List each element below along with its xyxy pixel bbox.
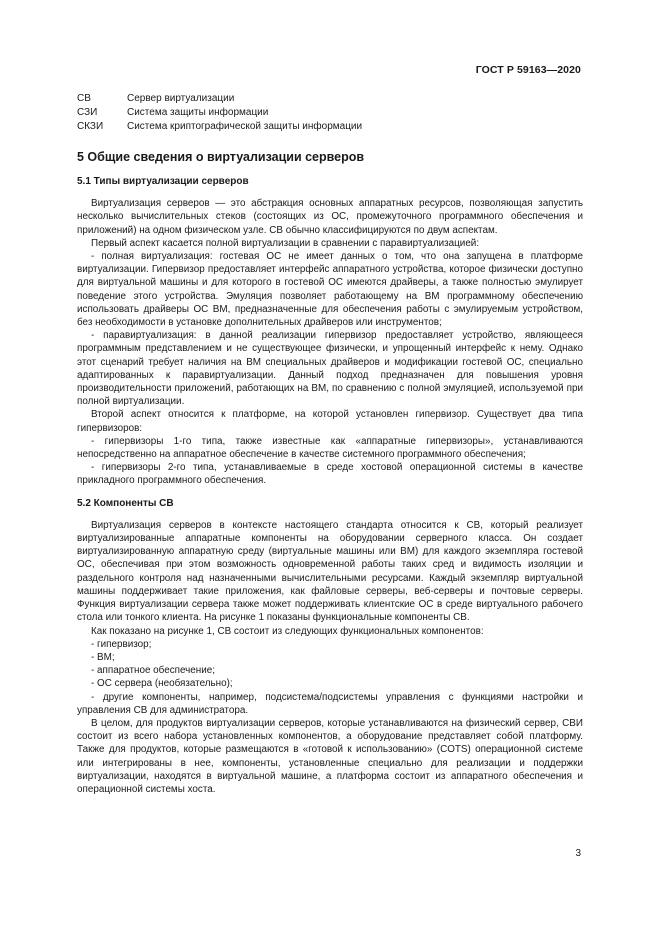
abbreviation-list: [77, 92, 362, 135]
list-item: - ВМ;: [91, 651, 115, 663]
document-standard-code: ГОСТ Р 59163—2020: [475, 64, 581, 76]
list-item: - паравиртуализация: в данной реализации гипервизор предоставляет устройство, являющееся программным представлением и не существующее физически, и упрощенный интерфейс к нему. Однако этот сценарий требует наличия на ВМ специальных драйверов и модификации гостевой ОС, специально адаптированных к паравиртуализации. Данный подход предназначен для повышения уровня производительности приложений, работающих на ВМ, по сравнению с полной эмуляцией, используемой при полной виртуализации.: [77, 330, 583, 408]
section-heading: 5 Общие сведения о виртуализации серверов: [77, 150, 365, 164]
subsection-heading: 5.2 Компоненты СВ: [77, 497, 174, 509]
abbreviation-term: СЗИ: [77, 107, 98, 119]
main-content: [77, 150, 583, 796]
list-item: - гипервизор;: [91, 638, 152, 650]
list-item: - ОС сервера (необязательно);: [91, 678, 233, 690]
abbreviation-term: СВ: [77, 93, 91, 104]
abbreviation-definition: Система защиты информации: [127, 107, 269, 119]
list-item: - полная виртуализация: гостевая ОС не имеет данных о том, что она запущена в платформе виртуализации. Гипервизор предоставляет интерфейс аппаратного устройства, которое физически доступно для виртуальной машины и для которого в гостевой ОС имеются драйверы, а также полностью эмулирует поведение этого устройства. Эмуляция позволяет работающему на ВМ программному обеспечению использовать драйверы ОС ВМ, предназначенные для обеспечения работы с эмулируемым устройством, без необходимости в установке дополнительных драйверов или инструментов;: [77, 251, 583, 329]
paragraph: Как показано на рисунке 1, СВ состоит из следующих функциональных компонентов:: [91, 625, 484, 637]
abbreviation-definition: Сервер виртуализации: [127, 93, 235, 104]
abbreviation-row: [77, 120, 362, 134]
abbreviation-definition: Система криптографической защиты информации: [127, 121, 363, 133]
paragraph: В целом, для продуктов виртуализации серверов, которые устанавливаются на физический сервер, СВИ состоит из всего набора установленных компонентов, а оборудование представляет собой платформу. Также для продуктов, которые размещаются в «готовой к использованию» (COTS) операционной системе или интегрированы в нее, компоненты, установленные специально для реализации и поддержки виртуализации, находятся в виртуальной машине, а платформа состоит из аппаратного обеспечения и операционной системы хоста.: [77, 717, 583, 795]
paragraph: Виртуализация серверов — это абстракция основных аппаратных ресурсов, позволяющая запустить несколько вычислительных стеков (состоящих из ОС, промежуточного программного обеспечения и приложений) на одном физическом узле. СВ обычно классифицируются по двум аспектам.: [77, 198, 583, 236]
list-item: - гипервизоры 2-го типа, устанавливаемые в среде хостовой операционной системы в качестве прикладного программного обеспечения.: [77, 462, 583, 487]
abbreviation-row: [77, 106, 362, 120]
paragraph: Первый аспект касается полной виртуализации в сравнении с паравиртуализацией:: [91, 237, 480, 249]
paragraph: Второй аспект относится к платформе, на которой установлен гипервизор. Существует два типа гипервизоров:: [77, 409, 583, 434]
list-item: - аппаратное обеспечение;: [91, 665, 216, 677]
list-item: - другие компоненты, например, подсистема/подсистемы управления с функциями настройки и управления СВ для администратора.: [77, 691, 583, 716]
abbreviation-row: [77, 92, 362, 106]
abbreviation-term: СКЗИ: [77, 121, 104, 133]
list-item: - гипервизоры 1-го типа, также известные как «аппаратные гипервизоры», устанавливаются непосредственно на аппаратное обеспечение в качестве системного программного обеспечения;: [77, 435, 583, 461]
page-number: 3: [575, 848, 581, 859]
paragraph: Виртуализация серверов в контексте настоящего стандарта относится к СВ, который реализует виртуализированные аппаратные компоненты на оборудовании серверного класса. Он создает виртуализированную аппаратную среду (виртуальные машины или ВМ) для каждого экземпляра гостевой ОС, обеспечивая при этом возможность одновременной работы таких сред и видимость изоляции и раздельного контроля над назначенными вычислительными ресурсами. Каждый экземпляр виртуальной машины поддерживает такие приложения, как файловые серверы, веб-серверы и почтовые серверы. Функция виртуализации сервера также может поддерживать клиентские ОС в среде виртуального рабочего стола или тонкого клиента. На рисунке 1 показаны функциональные компоненты СВ.: [77, 519, 583, 624]
subsection-heading: 5.1 Типы виртуализации серверов: [77, 176, 249, 187]
